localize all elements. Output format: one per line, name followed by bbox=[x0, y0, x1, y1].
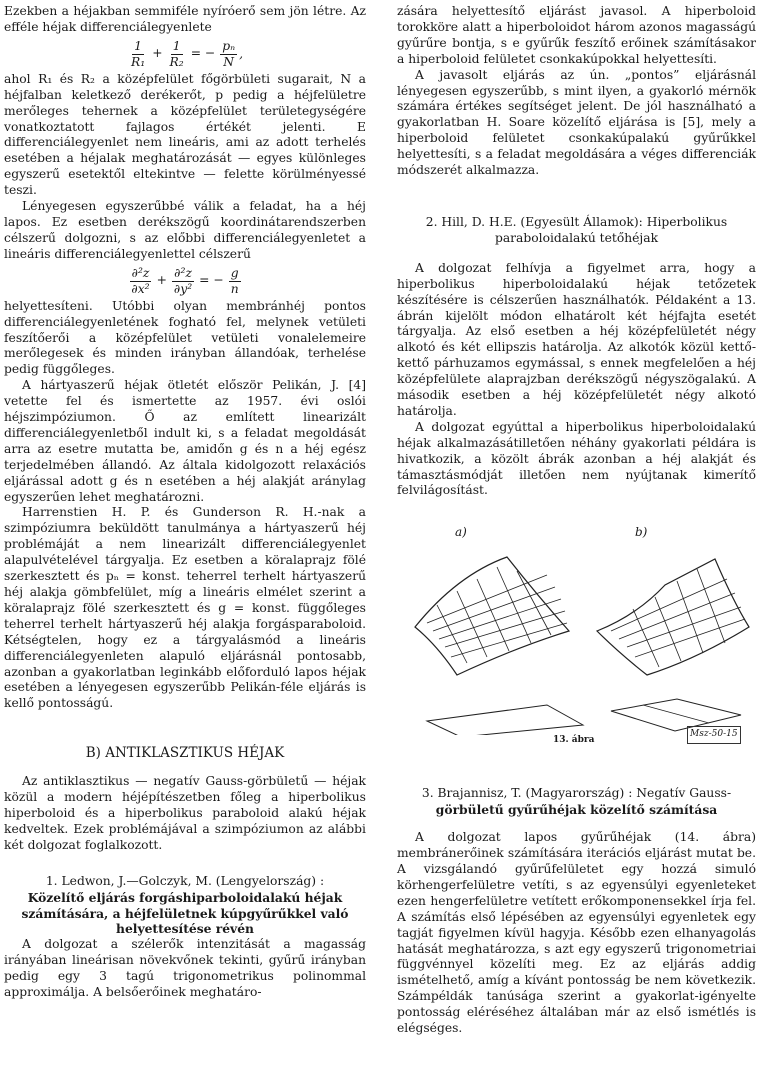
paragraph: A hártyaszerű héjak ötletét először Pelikán, J. [4] vetette fel és ismertette az 1957. évi oslói héjszimpóziumon. Ő az említett linearizált differenciálegyenletből indult ki, s a feladat megoldását arra az esetre mutatta be, amidőn g és n a héj egész terjedelmében állandó. Az általa kidolgozott relaxációs eljárással adott g és n esetében a héj alakját aránylag egyszerűen lehet meghatározni. bbox=[4, 378, 366, 504]
fraction: $\frac{1}{\text{R₂}}$ bbox=[169, 38, 184, 69]
fraction: $\frac{\text{∂²z}}{\text{∂x²}}$ bbox=[131, 265, 150, 296]
paragraph: A dolgozat a szélerők intenzitását a magasság irányában lineárisan növekvőnek tekinti, gyűrű irányban pedig egy 3 tagú trigonometrikus polinommal approximálja. A belsőerőinek meghatáro- bbox=[4, 937, 366, 1000]
right-column bbox=[397, 4, 756, 1037]
linear-equation: $\frac{\text{∂²z}}{\text{∂x²}}$ + $\frac{\text{∂²z}}{\text{∂y²}}$ = − $\frac{g}{n}$ bbox=[131, 265, 239, 296]
fraction: $\frac{\text{∂²z}}{\text{∂y²}}$ bbox=[173, 265, 193, 296]
paragraph: A dolgozat felhívja a figyelmet arra, hogy a hiperbolikus hiperboloidalakú héjak tetőzetek készítésére is célszerűen használhatók. Példaként a 13. ábrán kijelölt módon elhatárolt két héjfajta esetét tárgyalja. Az első esetben a héj középfelületét négy alkotó és két ellipszis határolja. Az alkotók közül kettő-kettő párhuzamos egymással, s ennek megfelelően a héj középfelülete alaprajzban derékszögű négyszögalakú. A második esetben a héj középfelületét négy alkotó határolja. bbox=[397, 260, 756, 418]
curvature-equation: $\frac{1}{\text{R₁}}$ + $\frac{1}{\text{R₂}}$ = − $\frac{\text{pₙ}}{N}$ , bbox=[130, 38, 244, 69]
reference-title: Közelítő eljárás forgáshiparboloidalakú héjak számítására, a héjfelületnek kúpgyűrűkkel való helyettesítése révén bbox=[21, 889, 349, 937]
paragraph: A dolgozat lapos gyűrűhéjak (14. ábra) membránerőinek számítására iterációs eljárást mutat be. A vizsgálandó gyűrűfelületet egy hozzá simuló körhengerfelületre vetíti, s az egyensúlyi egyenleteket ezen hengerfelületre vetített erőkomponensekkel írja fel. A számítás első lépésében az egyensúlyi egyenletek egy tagját figyelmen kívül hagyja. Később ezen elhanyagolás hatását meghatározza, s azt egy egyszerű trigonometriai függvénnyel közelíti meg. Ez az eljárás addig ismételhető, amíg a kívánt pontosság be nem következik. Számpéldák tanúsága szerint a gyakorlat-igényelte pontosság eléréséhez általában már az első ismétlés is elégséges. bbox=[397, 830, 756, 1036]
paragraph: zására helyettesítő eljárást javasol. A hiperboloid torokköre alatt a hiperboloidot három azonos magasságú gyűrűre bontja, s e gyűrűk feszítő erőinek számításakor a hiperboloid felületet csonkakúpokkal helyettesíti. bbox=[397, 4, 756, 66]
paragraph: ahol R₁ és R₂ a középfelület főgörbületi sugarait, N a héjfalban keletkező derékerőt, p pedig a héjfelületre merőleges tehernek a középfelület területegységére vonatkoztatott fajlagos értékét jelenti. E differenciálegyenlet nem lineáris, ami az adott terhelés esetében a héjalak meghatározását — egyes különleges egyszerű esetektől eltekintve — felette körülményessé teszi. bbox=[4, 71, 366, 198]
figure-label-a: a) bbox=[455, 525, 467, 540]
figure-13 bbox=[397, 521, 756, 746]
paragraph: A dolgozat egyúttal a hiperbolikus hiperboloidalakú héjak alkalmazásátilletően néhány gyakorlati példára is hivatkozik, a közölt ábrák azonban a héj alakját és támasztásmódját illetően nem nyújtanak kimerítő felvilágosítást. bbox=[397, 419, 756, 498]
hypar-shells-drawing bbox=[397, 535, 756, 735]
fraction: $\frac{\text{pₙ}}{N}$ bbox=[222, 38, 236, 69]
paragraph: helyettesíteni. Utóbbi olyan membránhéj pontos differenciálegyenletének fogható fel, melynek vetületi feszítőerői a középfelület vetületi vonalelemeire merőlegesek és minden irányban állandóak, terhelése pedig függőleges. bbox=[4, 298, 366, 377]
paragraph: A javasolt eljárás az ún. „pontos” eljárásnál lényegesen egyszerűbb, s mint ilyen, a gyakorló mérnök számára értékes segítséget jelent. De jól használható a gyakorlatban H. Soare közelítő eljárása is [5], mely a hiperboloid felületet csonkakúpalakú gyűrűkkel helyettesíti, s a feladat megoldására a véges differenciák módszerét alkalmazza. bbox=[397, 67, 756, 178]
left-column bbox=[4, 4, 366, 1001]
fraction: $\frac{g}{n}$ bbox=[230, 265, 239, 296]
reference-authors: 1. Ledwon, J.—Golczyk, M. (Lengyelország) : bbox=[45, 873, 325, 888]
reference-authors: 3. Brajannisz, T. (Magyarország) : Negatív Gauss- bbox=[421, 786, 732, 801]
section-heading: B) ANTIKLASZTIKUS HÉJAK bbox=[85, 745, 285, 762]
reference-heading bbox=[397, 786, 756, 818]
paragraph: Harrenstien H. P. és Gunderson R. H.-nak a szimpóziumra beküldött tanulmánya a hártyaszerű héj problémáját a nem linearizált differenciálegyenlet alapulvételével tárgyalja. Ez esetben a köralaprajz fölé szerkesztett és pₙ = konst. teherrel terhelt hártyaszerű héj alakja gömbfelület, míg a lineáris elmélet szerint a köralaprajz fölé szerkesztett és g = konst. függőleges teherrel terhelt hártyaszerű héj alakja forgásparaboloid. Kétségtelen, hogy ez a tárgyalásmód a lineáris differenciálegyenleten alapuló eljárásnál pontosabb, azonban a gyakorlatban leginkább előforduló lapos héjak esetében a lényegesen egyszerűbb Pelikán-féle eljárás is kellő pontosságú. bbox=[4, 505, 366, 711]
figure-label-b: b) bbox=[635, 525, 648, 540]
reference-title: 2. Hill, D. H.E. (Egyesült Államok): Hiperbolikus paraboloidalakú tetőhéjak bbox=[425, 214, 728, 245]
reference-heading bbox=[397, 215, 756, 247]
paragraph: Ezekben a héjakban semmiféle nyíróerő sem jön létre. Az efféle héjak differenciálegyenlete bbox=[4, 4, 366, 34]
figure-stamp: Msz-50-15 bbox=[687, 726, 741, 744]
figure-caption: 13. ábra bbox=[553, 735, 595, 746]
paragraph: Lényegesen egyszerűbbé válik a feladat, ha a héj lapos. Ez esetben derékszögű koordinátarendszerben célszerű dolgozni, s az előbbi differenciálegyenletet a lineáris differenciálegyenlettel célszerű bbox=[4, 199, 366, 261]
fraction: $\frac{1}{\text{R₁}}$ bbox=[130, 38, 146, 69]
reference-heading bbox=[4, 874, 366, 938]
paragraph: Az antiklasztikus — negatív Gauss-görbületű — héjak közül a modern héjépítészetben főleg a hiperbolikus hiperboloid és a hiperbolikus paraboloid alakú héjak kedveltek. Ezek problémájával a szimpóziumon az alábbi két dolgozat foglalkozott. bbox=[4, 774, 366, 852]
reference-title: görbületű gyűrűhéjak közelítő számítása bbox=[435, 802, 718, 818]
